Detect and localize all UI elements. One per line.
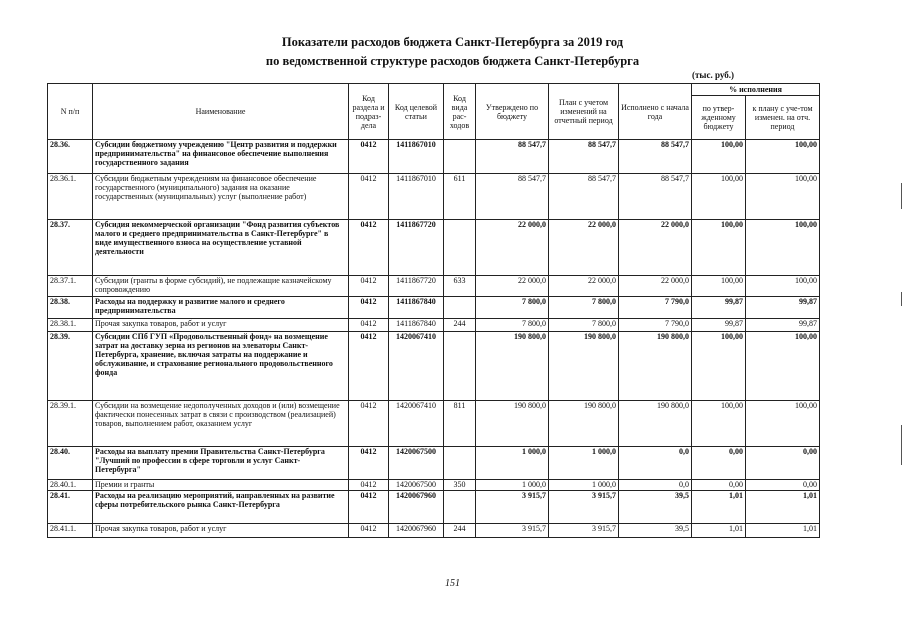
cell-pct-budget: 99,87 [692, 297, 746, 319]
cell-executed: 88 547,7 [619, 140, 692, 174]
cell-pct-budget: 100,00 [692, 220, 746, 276]
cell-executed: 190 800,0 [619, 401, 692, 447]
cell-name: Расходы на поддержку и развитие малого и среднего предпринимательства [93, 297, 349, 319]
cell-plan: 1 000,0 [549, 447, 619, 480]
cell-article: 1411867840 [389, 297, 444, 319]
cell-pct-budget: 100,00 [692, 332, 746, 401]
cell-approved: 88 547,7 [476, 174, 549, 220]
cell-section: 0412 [349, 140, 389, 174]
cell-pct-plan: 100,00 [746, 401, 820, 447]
cell-plan: 7 800,0 [549, 297, 619, 319]
header-article: Код целевой статьи [389, 84, 444, 140]
expenditure-table [47, 83, 820, 538]
cell-article: 1411867010 [389, 174, 444, 220]
cell-plan: 3 915,7 [549, 491, 619, 524]
cell-num: 28.36. [48, 140, 93, 174]
header-executed: Исполнено с начала года [619, 84, 692, 140]
cell-kind [444, 220, 476, 276]
cell-section: 0412 [349, 524, 389, 538]
cell-article: 1420067410 [389, 401, 444, 447]
cell-executed: 190 800,0 [619, 332, 692, 401]
cell-num: 28.38. [48, 297, 93, 319]
cell-name: Субсидии СПб ГУП «Продовольственный фонд» на возмещение затрат на доставку зерна из регионов на элеваторы Санкт-Петербурга, хранение, включая затраты на поддержание и обслуживание, и страхование регионального продовольственного фонда [93, 332, 349, 401]
table-row [48, 174, 820, 220]
scan-edge-mark [901, 425, 902, 465]
cell-executed: 39,5 [619, 524, 692, 538]
cell-executed: 7 790,0 [619, 319, 692, 332]
cell-plan: 190 800,0 [549, 401, 619, 447]
cell-article: 1411867840 [389, 319, 444, 332]
cell-section: 0412 [349, 447, 389, 480]
cell-article: 1420067500 [389, 480, 444, 491]
table-row [48, 401, 820, 447]
cell-kind: 633 [444, 276, 476, 297]
header-section: Код раздела и подраз-дела [349, 84, 389, 140]
cell-plan: 22 000,0 [549, 220, 619, 276]
cell-approved: 7 800,0 [476, 297, 549, 319]
cell-plan: 190 800,0 [549, 332, 619, 401]
cell-kind [444, 297, 476, 319]
cell-section: 0412 [349, 220, 389, 276]
cell-pct-plan: 1,01 [746, 491, 820, 524]
cell-executed: 7 790,0 [619, 297, 692, 319]
cell-approved: 1 000,0 [476, 480, 549, 491]
cell-name: Прочая закупка товаров, работ и услуг [93, 319, 349, 332]
cell-num: 28.38.1. [48, 319, 93, 332]
cell-pct-plan: 100,00 [746, 174, 820, 220]
table-row [48, 332, 820, 401]
cell-article: 1411867010 [389, 140, 444, 174]
cell-name: Субсидии (гранты в форме субсидий), не подлежащие казначейскому сопровождению [93, 276, 349, 297]
cell-section: 0412 [349, 401, 389, 447]
cell-plan: 3 915,7 [549, 524, 619, 538]
cell-pct-plan: 1,01 [746, 524, 820, 538]
cell-num: 28.41.1. [48, 524, 93, 538]
cell-num: 28.40. [48, 447, 93, 480]
document-title: Показатели расходов бюджета Санкт-Петербурга за 2019 год [281, 35, 624, 49]
cell-kind: 244 [444, 524, 476, 538]
cell-section: 0412 [349, 480, 389, 491]
cell-approved: 22 000,0 [476, 220, 549, 276]
document-subtitle: по ведомственной структуре расходов бюджета Санкт-Петербурга [265, 54, 640, 68]
cell-pct-budget: 100,00 [692, 174, 746, 220]
cell-executed: 88 547,7 [619, 174, 692, 220]
cell-kind: 611 [444, 174, 476, 220]
cell-pct-plan: 0,00 [746, 480, 820, 491]
cell-article: 1420067500 [389, 447, 444, 480]
cell-name: Премии и гранты [93, 480, 349, 491]
header-num: N п/п [48, 84, 93, 140]
table-row [48, 220, 820, 276]
cell-name: Прочая закупка товаров, работ и услуг [93, 524, 349, 538]
cell-pct-budget: 100,00 [692, 140, 746, 174]
cell-num: 28.37.1. [48, 276, 93, 297]
cell-article: 1411867720 [389, 220, 444, 276]
page-number: 151 [445, 578, 460, 589]
cell-executed: 22 000,0 [619, 276, 692, 297]
header-plan: План с учетом изменений на отчетный период [549, 84, 619, 140]
cell-kind: 244 [444, 319, 476, 332]
cell-pct-budget: 100,00 [692, 276, 746, 297]
cell-pct-plan: 100,00 [746, 276, 820, 297]
header-pct-budget: по утвер-жденному бюджету [692, 96, 746, 140]
table-row [48, 276, 820, 297]
cell-num: 28.41. [48, 491, 93, 524]
cell-article: 1411867720 [389, 276, 444, 297]
table-row [48, 524, 820, 538]
cell-kind: 350 [444, 480, 476, 491]
cell-section: 0412 [349, 332, 389, 401]
cell-article: 1420067960 [389, 524, 444, 538]
table-row [48, 480, 820, 491]
header-approved: Утверждено по бюджету [476, 84, 549, 140]
table-row [48, 319, 820, 332]
cell-pct-plan: 100,00 [746, 220, 820, 276]
cell-plan: 22 000,0 [549, 276, 619, 297]
cell-approved: 88 547,7 [476, 140, 549, 174]
cell-plan: 88 547,7 [549, 140, 619, 174]
cell-article: 1420067410 [389, 332, 444, 401]
cell-pct-budget: 0,00 [692, 447, 746, 480]
cell-plan: 1 000,0 [549, 480, 619, 491]
cell-name: Субсидия некоммерческой организации "Фонд развития субъектов малого и среднего предпринимательства в Санкт-Петербурге" в виде имущественного взноса на осуществление уставной деятельности [93, 220, 349, 276]
cell-num: 28.40.1. [48, 480, 93, 491]
cell-name: Расходы на реализацию мероприятий, направленных на развитие сферы потребительского рынка Санкт-Петербурга [93, 491, 349, 524]
cell-approved: 3 915,7 [476, 524, 549, 538]
cell-name: Субсидии бюджетным учреждениям на финансовое обеспечение государственного (муниципального) задания на оказание государственных (муниципальных) услуг (выполнение работ) [93, 174, 349, 220]
cell-executed: 0,0 [619, 480, 692, 491]
cell-kind: 811 [444, 401, 476, 447]
header-percent-group: % исполнения [692, 84, 820, 96]
cell-approved: 22 000,0 [476, 276, 549, 297]
cell-approved: 7 800,0 [476, 319, 549, 332]
cell-pct-budget: 1,01 [692, 491, 746, 524]
header-name: Наименование [93, 84, 349, 140]
cell-pct-budget: 99,87 [692, 319, 746, 332]
cell-approved: 1 000,0 [476, 447, 549, 480]
table-row [48, 140, 820, 174]
table-row [48, 491, 820, 524]
cell-executed: 22 000,0 [619, 220, 692, 276]
cell-section: 0412 [349, 276, 389, 297]
header-kind: Код вида рас-ходов [444, 84, 476, 140]
header-pct-plan: к плану с уче-том изменен. на отч. период [746, 96, 820, 140]
cell-pct-plan: 100,00 [746, 332, 820, 401]
units-label: (тыс. руб.) [692, 70, 734, 80]
cell-name: Субсидии бюджетному учреждению "Центр развития и поддержки предпринимательства" на финансовое обеспечение выполнения государственного задания [93, 140, 349, 174]
cell-executed: 0,0 [619, 447, 692, 480]
cell-kind [444, 332, 476, 401]
cell-approved: 190 800,0 [476, 401, 549, 447]
cell-pct-plan: 0,00 [746, 447, 820, 480]
cell-kind [444, 447, 476, 480]
cell-section: 0412 [349, 491, 389, 524]
cell-pct-budget: 0,00 [692, 480, 746, 491]
cell-pct-plan: 100,00 [746, 140, 820, 174]
cell-section: 0412 [349, 319, 389, 332]
cell-num: 28.39. [48, 332, 93, 401]
cell-num: 28.37. [48, 220, 93, 276]
scan-edge-mark [901, 292, 902, 306]
cell-section: 0412 [349, 174, 389, 220]
cell-num: 28.36.1. [48, 174, 93, 220]
cell-kind [444, 140, 476, 174]
cell-approved: 3 915,7 [476, 491, 549, 524]
cell-pct-budget: 100,00 [692, 401, 746, 447]
cell-approved: 190 800,0 [476, 332, 549, 401]
cell-pct-plan: 99,87 [746, 297, 820, 319]
cell-executed: 39,5 [619, 491, 692, 524]
cell-pct-budget: 1,01 [692, 524, 746, 538]
cell-name: Расходы на выплату премии Правительства Санкт-Петербурга "Лучший по профессии в сфере торговли и услуг Санкт-Петербурга" [93, 447, 349, 480]
cell-num: 28.39.1. [48, 401, 93, 447]
cell-kind [444, 491, 476, 524]
cell-plan: 88 547,7 [549, 174, 619, 220]
cell-name: Субсидии на возмещение недополученных доходов и (или) возмещение фактически понесенных затрат в связи с производством (реализацией) товаров, выполнением работ, оказанием услуг [93, 401, 349, 447]
cell-section: 0412 [349, 297, 389, 319]
scan-edge-mark [901, 183, 902, 209]
cell-pct-plan: 99,87 [746, 319, 820, 332]
table-row [48, 297, 820, 319]
table-row [48, 447, 820, 480]
cell-plan: 7 800,0 [549, 319, 619, 332]
cell-article: 1420067960 [389, 491, 444, 524]
